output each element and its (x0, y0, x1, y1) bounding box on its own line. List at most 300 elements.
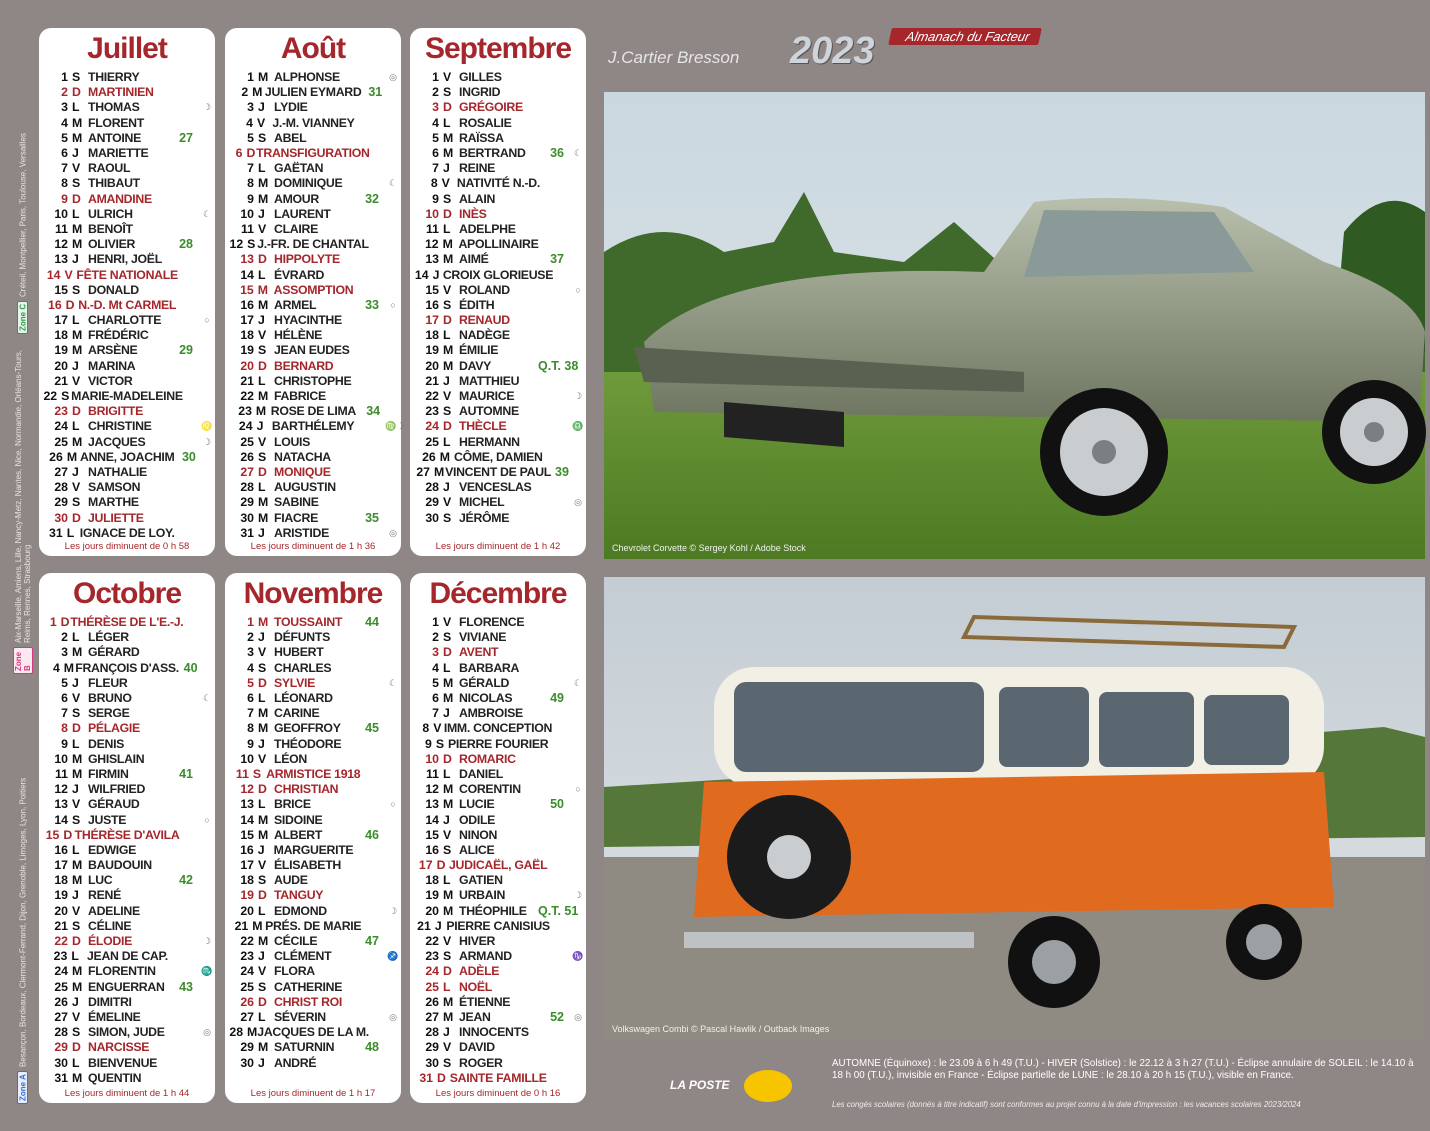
day-row (39, 207, 215, 222)
day-row (410, 858, 586, 873)
weekday-letter: S (443, 297, 452, 312)
photo-credit-top: Chevrolet Corvette © Sergey Kohl / Adobe Stock (612, 543, 806, 553)
day-number: 15 (45, 827, 60, 842)
saint-name: ANDRÉ (274, 1055, 317, 1070)
day-number: 30 (54, 510, 68, 525)
saint-name: BERNARD (274, 358, 334, 373)
moon-phase-icon: ☾ (388, 677, 398, 688)
saint-name: ADELINE (88, 903, 140, 918)
day-number: 6 (61, 691, 68, 706)
day-number: 22 (240, 389, 254, 404)
saint-name: GATIEN (459, 873, 503, 888)
day-row (225, 843, 401, 858)
day-row (225, 949, 401, 964)
day-number: 7 (432, 161, 439, 176)
day-number: 1 (432, 70, 439, 85)
saint-name: ARMAND (459, 949, 512, 964)
saint-name: ÉLISABETH (274, 858, 341, 873)
weekday-letter: J (72, 782, 79, 797)
day-row (225, 1010, 401, 1025)
day-row (410, 207, 586, 222)
day-row (225, 721, 401, 736)
day-number: 30 (240, 1055, 254, 1070)
day-number: 7 (247, 706, 254, 721)
day-number: 3 (247, 645, 254, 660)
saint-name: HIPPOLYTE (274, 252, 340, 267)
weekday-letter: V (72, 797, 81, 812)
day-number: 24 (240, 964, 254, 979)
day-number: 12 (229, 237, 244, 252)
weekday-letter: J (258, 525, 265, 540)
day-row (39, 359, 215, 374)
weekday-letter: D (72, 934, 81, 949)
saint-name: JEAN (459, 1009, 491, 1024)
day-row (39, 888, 215, 903)
saint-name: NOËL (459, 979, 492, 994)
day-row (410, 873, 586, 888)
day-row (39, 404, 215, 419)
weekday-letter: M (258, 615, 269, 630)
weekday-letter: L (443, 221, 451, 236)
school-zones-sidebar (14, 20, 34, 1110)
day-number: 16 (47, 297, 62, 312)
saint-name: BRICE (274, 797, 311, 812)
month-1 (225, 28, 405, 556)
week-number: 31 (368, 85, 383, 100)
saint-name: CÔME, DAMIEN (454, 449, 543, 464)
weekday-letter: S (443, 949, 452, 964)
saint-name: FRANÇOIS D'ASS. (75, 660, 179, 675)
day-row (410, 980, 586, 995)
saint-name: LOUIS (274, 434, 311, 449)
weekday-letter: L (443, 873, 451, 888)
weekday-letter: M (72, 751, 83, 766)
day-row (410, 161, 586, 176)
day-row (410, 435, 586, 450)
day-row (410, 131, 586, 146)
saint-name: ÉDITH (459, 297, 495, 312)
day-row (410, 85, 586, 100)
weekday-letter: V (441, 176, 450, 191)
weekday-letter: V (443, 1040, 452, 1055)
day-list (39, 70, 215, 541)
day-number: 28 (425, 1025, 439, 1040)
day-row (410, 343, 586, 358)
day-row (39, 676, 215, 691)
day-row (225, 645, 401, 660)
saint-name: DAVY (459, 358, 492, 373)
day-row (39, 995, 215, 1010)
day-number: 4 (247, 660, 254, 675)
day-row (410, 480, 586, 495)
day-number: 13 (240, 797, 254, 812)
day-row (410, 752, 586, 767)
saint-name: PIERRE FOURIER (447, 736, 549, 751)
saint-name: CÉCILE (274, 934, 318, 949)
saint-name: CHARLES (274, 660, 332, 675)
day-row (225, 480, 401, 495)
day-number: 28 (54, 480, 68, 495)
saint-name: INNOCENTS (459, 1025, 529, 1040)
saint-name: IGNACE DE LOY. (79, 525, 175, 540)
weekday-letter: M (443, 994, 454, 1009)
weekday-letter: M (258, 721, 269, 736)
day-number: 26 (240, 449, 254, 464)
day-number: 5 (432, 675, 439, 690)
day-row (39, 949, 215, 964)
day-number: 16 (240, 842, 254, 857)
day-row (39, 222, 215, 237)
weekday-letter: D (258, 888, 267, 903)
day-number: 26 (49, 449, 63, 464)
weekday-letter: L (258, 797, 266, 812)
day-number: 4 (432, 660, 439, 675)
weekday-letter: J (432, 267, 440, 282)
day-number: 25 (240, 979, 254, 994)
saint-name: INÈS (459, 206, 487, 221)
day-row (39, 510, 215, 525)
day-number: 13 (54, 797, 68, 812)
month-title: Novembre (243, 577, 383, 610)
day-number: 1 (247, 70, 254, 85)
day-number: 31 (419, 1070, 434, 1085)
moon-phase-icon: ♍☽ (385, 421, 405, 432)
weekday-letter: L (443, 766, 451, 781)
day-row (225, 70, 401, 85)
saint-name: ARISTIDE (274, 525, 329, 540)
weekday-letter: L (72, 736, 80, 751)
day-row (410, 450, 586, 465)
weekday-letter: D (72, 1040, 81, 1055)
day-number: 10 (240, 751, 254, 766)
moon-phase-icon: ◎ (574, 1011, 582, 1022)
day-row (410, 267, 586, 282)
moon-phase-icon: ♏ (201, 966, 213, 977)
saint-name: FÊTE NATIONALE (76, 267, 178, 282)
moon-phase-icon: ○ (390, 299, 396, 310)
saint-name: ULRICH (88, 206, 133, 221)
saint-name: PRÉS. DE MARIE (265, 918, 362, 933)
day-row (410, 1071, 586, 1086)
day-number: 21 (240, 373, 254, 388)
day-row (410, 843, 586, 858)
day-row (225, 1055, 401, 1070)
day-row (39, 919, 215, 934)
saint-name: SATURNIN (274, 1040, 335, 1055)
saint-name: AMANDINE (88, 191, 152, 206)
saint-name: DÉFUNTS (274, 630, 330, 645)
day-row (225, 964, 401, 979)
week-number: 47 (365, 934, 379, 949)
saint-name: JULIEN EYMARD (264, 85, 362, 100)
moon-phase-icon: ☽ (573, 890, 583, 901)
saint-name: SABINE (274, 495, 319, 510)
weekday-letter: M (66, 449, 78, 464)
day-number: 10 (54, 751, 68, 766)
saint-name: THÉOPHILE (459, 903, 527, 918)
month-title: Juillet (87, 32, 167, 65)
weekday-letter: V (443, 389, 452, 404)
weekday-letter: S (247, 237, 256, 252)
saint-name: LÉONARD (274, 691, 333, 706)
weekday-letter: J (443, 161, 450, 176)
saint-name: FLORENTIN (88, 964, 156, 979)
day-number: 28 (425, 480, 439, 495)
day-number: 14 (46, 267, 61, 282)
weekday-letter: V (258, 964, 267, 979)
day-row (225, 146, 401, 161)
day-number: 6 (432, 691, 439, 706)
weekday-letter: S (72, 812, 81, 827)
day-number: 20 (425, 358, 439, 373)
saint-name: SAMSON (88, 480, 141, 495)
astronomy-info: AUTOMNE (Équinoxe) : le 23.09 à 6 h 49 (T.U.) - HIVER (Solstice) : le 22.12 à 3 h 27 (T.U.) - Éclipse annulaire de SOLEIL : le 14.10 à 18 h 00 (T.U.), invisible en France - Éclipse partielle de LUNE : le 28.10 à 20 h 15 (T.U.), visible en France. (832, 1058, 1414, 1081)
daylight-note: Les jours diminuent de 0 h 58 (64, 541, 190, 552)
weekday-letter: M (72, 434, 83, 449)
day-number: 3 (432, 100, 439, 115)
day-row (410, 737, 586, 752)
corvette-illustration (604, 92, 1425, 559)
saint-name: CHARLOTTE (88, 313, 162, 328)
day-row (410, 252, 586, 267)
weekday-letter: L (72, 419, 80, 434)
weekday-letter: M (252, 85, 263, 100)
day-number: 2 (61, 630, 68, 645)
day-row (225, 797, 401, 812)
weekday-letter: L (72, 313, 80, 328)
weekday-letter: M (439, 449, 451, 464)
day-number: 6 (61, 146, 68, 161)
saint-name: DENIS (88, 736, 125, 751)
saint-name: ALPHONSE (274, 70, 340, 85)
day-row (39, 176, 215, 191)
saint-name: NATACHA (274, 449, 331, 464)
day-number: 10 (54, 206, 68, 221)
day-row (410, 465, 586, 480)
saint-name: THÉODORE (274, 736, 342, 751)
day-row (225, 176, 401, 191)
day-row (39, 85, 215, 100)
day-number: 25 (54, 434, 68, 449)
saint-name: RAÏSSA (459, 130, 504, 145)
day-row (410, 374, 586, 389)
saint-name: ARSÈNE (88, 343, 138, 358)
weekday-letter: J (256, 419, 264, 434)
week-number: 50 (550, 797, 564, 812)
day-number: 12 (54, 237, 68, 252)
day-row (225, 782, 401, 797)
moon-phase-icon: ○ (204, 814, 210, 825)
day-row (39, 161, 215, 176)
day-number: 10 (240, 206, 254, 221)
saint-name: THÉRÈSE DE L'E.-J. (70, 615, 184, 630)
day-row (39, 828, 215, 843)
day-number: 28 (229, 1025, 244, 1040)
day-row (410, 630, 586, 645)
saint-name: GILLES (459, 70, 502, 85)
day-row (410, 645, 586, 660)
day-row (39, 752, 215, 767)
weekday-letter: D (443, 206, 452, 221)
day-row (225, 691, 401, 706)
weekday-letter: L (443, 660, 451, 675)
day-number: 26 (425, 994, 439, 1009)
saint-name: HUBERT (274, 645, 324, 660)
day-row (39, 858, 215, 873)
day-row (225, 615, 401, 630)
saint-name: ODILE (459, 812, 496, 827)
day-row (39, 480, 215, 495)
moon-phase-icon: ♐ (387, 951, 399, 962)
weekday-letter: M (72, 328, 83, 343)
day-row (225, 888, 401, 903)
weekday-letter: D (72, 510, 81, 525)
day-number: 14 (240, 812, 254, 827)
day-number: 17 (418, 858, 433, 873)
weekday-letter: D (258, 675, 267, 690)
moon-phase-icon: ○ (575, 284, 581, 295)
weekday-letter: M (443, 691, 454, 706)
moon-phase-icon: ♎ (572, 421, 584, 432)
day-number: 22 (425, 934, 439, 949)
weekday-letter: J (72, 888, 79, 903)
day-row (410, 328, 586, 343)
saint-name: SAINTE FAMILLE (449, 1070, 547, 1085)
weekday-letter: M (247, 1025, 258, 1040)
day-row (410, 283, 586, 298)
saint-name: ENGUERRAN (88, 979, 165, 994)
saint-name: JULIETTE (88, 510, 144, 525)
day-number: 12 (425, 782, 439, 797)
week-number: 42 (179, 873, 193, 888)
saint-name: URBAIN (459, 888, 506, 903)
weekday-letter: S (72, 282, 81, 297)
day-row (225, 919, 401, 934)
day-number: 13 (425, 797, 439, 812)
day-row (39, 374, 215, 389)
day-row (39, 192, 215, 207)
saint-name: AMBROISE (459, 706, 523, 721)
moon-phase-icon: ☾ (573, 148, 583, 159)
weekday-letter: S (443, 842, 452, 857)
day-list (225, 615, 401, 1071)
saint-name: MATTHIEU (459, 373, 520, 388)
weekday-letter: D (72, 404, 81, 419)
day-row (225, 283, 401, 298)
saint-name: CROIX GLORIEUSE (442, 267, 554, 282)
month-3 (39, 573, 215, 1103)
week-number: 48 (365, 1040, 379, 1055)
weekday-letter: S (258, 130, 267, 145)
saint-name: MONIQUE (274, 464, 331, 479)
day-row (39, 691, 215, 706)
day-row (225, 995, 401, 1010)
school-holiday-note: Les congés scolaires (donnés à titre indicatif) sont conformes au projet connu à la date d'impression : les vacances scolaires 2023/2024 (832, 1100, 1301, 1109)
weekday-letter: M (443, 675, 454, 690)
day-row (410, 404, 586, 419)
weekday-letter: D (443, 751, 452, 766)
day-number: 22 (425, 389, 439, 404)
weekday-letter: S (443, 191, 452, 206)
weekday-letter: L (258, 1009, 266, 1024)
weekday-letter: J (72, 464, 79, 479)
weekday-letter: L (258, 691, 266, 706)
weekday-letter: V (72, 1009, 81, 1024)
week-number: 35 (365, 510, 379, 525)
day-number: 8 (61, 721, 68, 736)
day-row (225, 737, 401, 752)
day-row (39, 343, 215, 358)
saint-name: IMM. CONCEPTION (443, 721, 553, 736)
saint-name: NICOLAS (459, 691, 513, 706)
saint-name: SYLVIE (274, 675, 316, 690)
saint-name: CÉLINE (88, 918, 132, 933)
weekday-letter: S (72, 706, 81, 721)
day-number: 11 (55, 221, 68, 236)
day-row (39, 934, 215, 949)
day-number: 21 (54, 918, 68, 933)
weekday-letter: D (72, 721, 81, 736)
saint-name: ABEL (274, 130, 307, 145)
day-row (410, 919, 586, 934)
weekday-letter: J (72, 675, 79, 690)
weekday-letter: M (257, 282, 269, 297)
weekday-letter: V (64, 267, 73, 282)
weekday-letter: M (72, 858, 83, 873)
saint-name: DOMINIQUE (274, 176, 343, 191)
day-number: 19 (425, 343, 439, 358)
weekday-letter: D (258, 464, 267, 479)
weekday-letter: L (443, 979, 451, 994)
day-row (39, 843, 215, 858)
weekday-letter: V (433, 721, 442, 736)
day-number: 28 (240, 480, 254, 495)
weekday-letter: M (258, 827, 269, 842)
day-number: 12 (424, 237, 439, 252)
day-row (39, 267, 215, 282)
weekday-letter: D (60, 615, 70, 630)
saint-name: FIRMIN (88, 766, 129, 781)
saint-name: BENOÎT (88, 221, 133, 236)
saint-name: THOMAS (88, 100, 140, 115)
day-number: 11 (235, 766, 249, 781)
weekday-letter: V (72, 903, 81, 918)
day-row (225, 526, 401, 541)
weekday-letter: V (443, 70, 452, 85)
saint-name: MARIE-MADELEINE (71, 389, 183, 404)
day-number: 27 (54, 464, 68, 479)
day-number: 15 (425, 282, 439, 297)
weekday-letter: D (72, 85, 81, 100)
day-number: 19 (54, 343, 68, 358)
day-row (410, 691, 586, 706)
saint-name: NINON (459, 827, 498, 842)
saint-name: SERGE (88, 706, 130, 721)
day-row (39, 737, 215, 752)
weekday-letter: D (258, 994, 267, 1009)
saint-name: BAUDOUIN (88, 858, 152, 873)
day-row (225, 661, 401, 676)
daylight-note: Les jours diminuent de 1 h 36 (250, 541, 376, 552)
saint-name: PIERRE CANISIUS (446, 918, 550, 933)
saint-name: JACQUES DE LA M. (257, 1025, 369, 1040)
weekday-letter: J (443, 812, 450, 827)
weekday-letter: D (436, 858, 446, 873)
photo-credit-bottom: Volkswagen Combi © Pascal Hawlik / Outback Images (612, 1024, 830, 1034)
week-number: 43 (179, 979, 193, 994)
month-title: Août (280, 32, 346, 65)
la-poste-bird-icon (744, 1070, 792, 1102)
